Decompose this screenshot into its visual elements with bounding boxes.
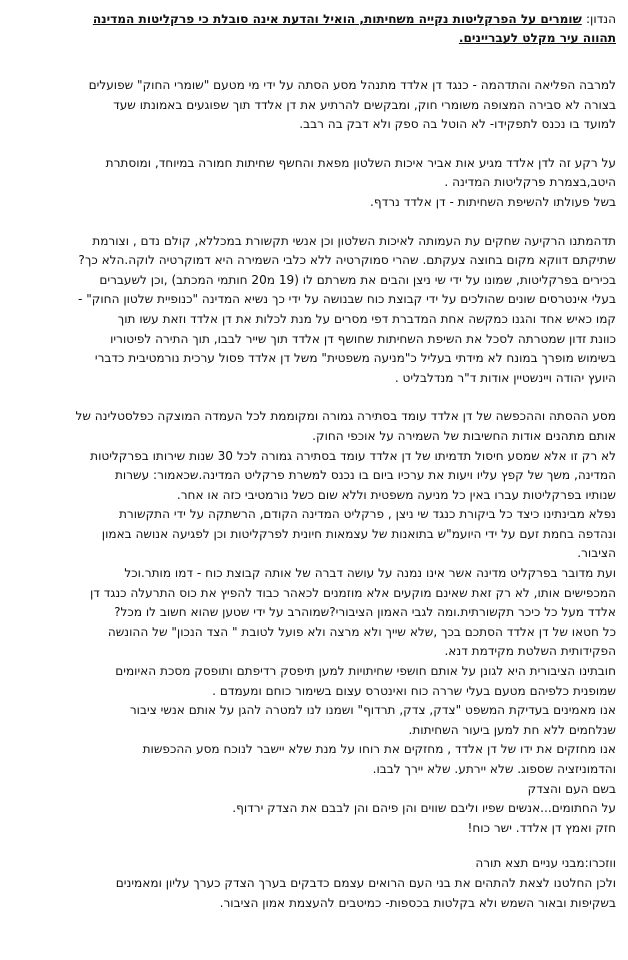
body-paragraph xyxy=(14,154,616,213)
paragraph-line: לא רק זו אלא שמסע חיסול תדמיתו של דן אלדד עומד בסתירה גמורה לכל 30 שנות שירותו בפרקליטות xyxy=(90,448,616,463)
paragraph-line: בשם העם והצדק xyxy=(527,781,616,796)
paragraph-line: כוונת זדון שמטרתה לסכל את השיפת השחיתות שחושף דן אלדד תוך שייר לבבו, תוך התירה לפיטוריו xyxy=(110,331,616,346)
paragraph-line: ונהדפה בחמת זעם על ידי היועמ"ש בתואנות של עצמאות חיונית לפרקליטות וכן לפגיעה אנושה באמון xyxy=(101,526,616,541)
paragraph-line: אנו מחזקים את ידו של דן אלדד , מחזקים את רוחו על מנת שלא יישבר לנוכח מסע ההכפשות xyxy=(142,742,616,757)
paragraph-line: שנותיו בפרקליטות עברו באין כל מניעה משפטית וללא שום כשל נורמטיבי כזה או אחר. xyxy=(176,487,616,502)
paragraph-line: אלדד מעל כל כיכר תקשורתית.ומה לגבי האמון הציבורי?שמוהרב על ידי שטען שהוא חשוב לו מכל? xyxy=(114,605,616,620)
paragraph-line: חזק ואמץ דן אלדד. ישר כוח! xyxy=(467,820,616,835)
footer-line-3: בשקיפות ובאור השמש ולא בקלטות בכספות- כמיטבים להעצמת אמון הציבור. xyxy=(219,895,616,910)
paragraph-line: בעלי אינטרסים שונים שהולכים על ידי קבוצת כוח שבנושה על ידי כך נשיא המדינה "כנופיית שלטון החוק" - xyxy=(78,292,616,307)
body-paragraph xyxy=(14,564,616,662)
paragraph-line: למרבה הפליאה והתדהמה - כנגד דן אלדד מתנהל מסע הסתה על ידי מי מטעם "שומרי החוק" שפועלים xyxy=(88,78,616,92)
paragraph-line: בצורה לא סבירה המצופה משומרי חוק, ומבקשים להרתיע את דן אלדד תוך שפוגעים באמונתו שעד xyxy=(113,97,616,112)
paragraph-line: על רקע זה לדן אלדד מגיע אות אביר איכות השלטון מפאת והחשף שחיתות חמורה במיוחד, ומוסתרת xyxy=(105,155,616,170)
paragraph-line: המדינה, משך של קפץ עליו ויעות את ערכיו ביום בו נכנס למשרת פרקליט המדינה.שכאמור: עשרות xyxy=(114,468,616,483)
paragraph-line: למועד בו נכנס לתפקידו- לא הוטל בה ספק ולא דבק בה רבב. xyxy=(299,117,616,132)
body-paragraph xyxy=(14,407,616,446)
paragraph-line: מסע ההסתה וההכפשה של דן אלדד עומד בסתירה גמורה ומקוממת לכל העמדה המוצקה כפלסטלינה של xyxy=(75,409,616,424)
footer-line-1: ווזכרו:מבני עניים תצא תורה xyxy=(475,856,616,871)
paragraph-line: שתיקתם דווקא מקום בחוצה צעקתם. שהרי סמוקרטיה ללא כלבי השמירה היא דמוקרטיה לוקה.הלא כך? xyxy=(78,253,616,268)
paragraph-line: חובתינו הציבורית היא לגונן על אותם חושפי שחיתויות למען תיפסק רדיפתם ותופסק מסכת האיומים xyxy=(115,664,616,679)
paragraph-line: אותם מתהנים אודות החשיבות של השמירה על אוכפי החוק. xyxy=(312,428,616,443)
body-paragraph xyxy=(14,740,616,779)
letter-body xyxy=(14,76,616,838)
paragraph-line: והדמוניזציה שספוג. שלא יירתע. שלא יירך לבבו. xyxy=(372,762,616,776)
paragraph-line: בכירים בפרקליטות, שמונו על ידי שי ניצן והבים את משרתם לו (19 מ20 חותמי המכתב) ,וכן לשעברים xyxy=(99,272,616,287)
body-paragraph xyxy=(14,505,616,564)
paragraph-line: הפקידותית השלטת מקידמת דנא. xyxy=(444,644,616,659)
subject-label: הנדון: xyxy=(585,12,616,26)
paragraph-line: אנו מאמינים בעדיקת המשפט "צדק, צדק, תרדוף" ושמנו לנו למטרה להגן על אותם אנשי ציבור xyxy=(129,703,616,718)
paragraph-line: בשל פעולתו להשיפת השחיתות - דן אלדד נרדף. xyxy=(370,194,616,209)
subject-heading xyxy=(14,10,616,48)
paragraph-line: היטב,בצמרת פרקליטות המדינה . xyxy=(444,175,616,190)
body-paragraph xyxy=(14,780,616,839)
body-paragraph xyxy=(14,447,616,506)
paragraph-line: על החתומים...אנשים שפיו וליבם שווים והן פיהם והן לבבם את הצדק ירדוף. xyxy=(232,801,616,816)
paragraph-line: הציבור. xyxy=(577,546,616,561)
paragraph-line: שמופנית כלפיהם מטעם בעלי שררה כוח ואינטרס עצום בשימור כוחם ומעמדם . xyxy=(212,683,616,698)
body-paragraph xyxy=(14,701,616,740)
subject-title-line-1: שומרים על הפרקליטות נקייה משחיתות, הואיל והדעת אינה סובלת כי פרקליטות המדינה xyxy=(92,12,582,26)
footer-line-2: ולכן החלטנו לצאת להתהים את בני העם הרואים עצמם כדבקים בערך הצדק כערך עליון ומאמינים xyxy=(115,875,616,890)
paragraph-line: המכפישים אותו, לא רק זאת שאינם מוקעים אלא מוזמנים לכאהר כבוד להפיץ את כוס התרעלה כנגד דן xyxy=(90,585,616,600)
paragraph-line: ועת מדובר בפרקליט מדינה אשר אינו נמנה על עושה דברה של אותה קבוצת כוח - דמו מותר.וכל xyxy=(124,566,616,581)
paragraph-line: תדהמתנו הרקיעה שחקים עת העמותה לאיכות השלטון וכן אנשי תקשורת במכללא, קולם נדם , וצורמת xyxy=(92,233,616,248)
body-paragraph xyxy=(14,76,616,135)
subject-title-line-2: תהווה עיר מקלט לעבריינים. xyxy=(458,31,616,45)
paragraph-line: בשימוש מופרך במונח לא מידתי בעליל כ"מניעה משפטית" משל דן אלדד פסול ערכית נורמטיבית כדברי xyxy=(94,351,616,366)
paragraph-line: שנלחמים ללא חת למען ביעור השחיתות. xyxy=(408,722,616,737)
body-paragraph xyxy=(14,232,616,389)
paragraph-line: היועץ יהודה ויינשטיין אודות ד"ר מנדלבליט . xyxy=(394,370,616,385)
paragraph-line: נפלא מבינתינו כיצד כל ביקורת כנגד שי ניצן , פרקליט המדינה הקודם, הרשתקה על ידי התקשורת xyxy=(118,507,616,522)
paragraph-line: כל חטאו של דן אלדד הסתכם בכך ,שלא שייך ולא מרצה ולא פועל לטובת " הצד הנכון" של ההונשה xyxy=(107,624,616,639)
letter-footer xyxy=(14,854,616,913)
body-paragraph xyxy=(14,662,616,701)
paragraph-line: קמו כאיש אחד והגנו כמקשה אחת המדברת דפי מסרים על מנת לכלות את דן אלדד וזאת עשו תוך xyxy=(117,311,616,326)
